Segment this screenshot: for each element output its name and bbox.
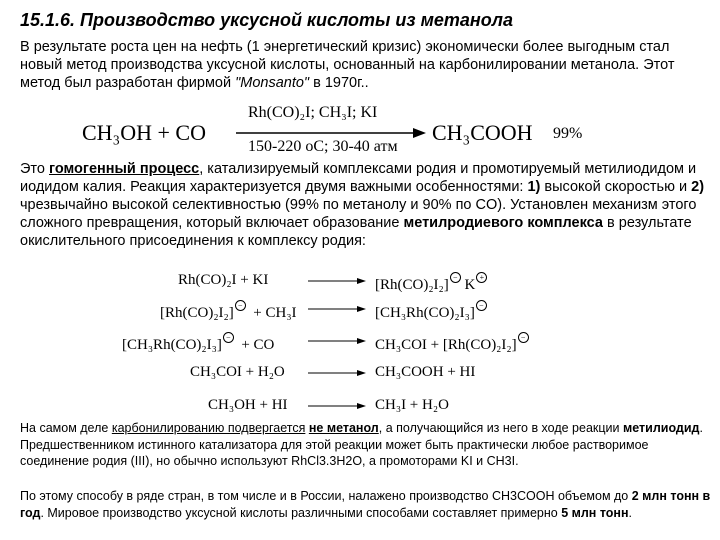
intro-paragraph — [20, 38, 710, 92]
note-bold-methyl-iodide: метилиодид — [622, 421, 700, 435]
minus-charge: − — [235, 300, 246, 311]
production-volume-world: 5 млн тонн — [561, 505, 629, 520]
reaction-4-arrow — [308, 369, 366, 377]
note-text: . Предшественником истинного катализатора для этой реакции может быть практически любое растворимое соединение родия (III), но обычно используют RhCl3.3H2O, а промоторами KI и CH3I. — [20, 421, 703, 468]
reaction-4-left: CH₃COI + H₂O — [190, 364, 285, 380]
production-volume-russia: 2 млн тонн в год — [20, 489, 711, 520]
production-text: . — [628, 505, 632, 520]
reaction-3-left-complex: [CH₃Rh(CO)₂I₃] — [122, 337, 222, 353]
minus-charge: − — [450, 272, 461, 283]
note-text: На самом деле — [20, 421, 112, 435]
process-text: , катализируемый комплексами родия и промотируемый метилиодидом и иодидом калия. Реакция характеризуется двумя важными особенностями: — [20, 161, 697, 195]
reaction-1-right — [375, 272, 487, 294]
minus-charge: − — [223, 332, 234, 343]
term-methylrhodium-complex: метилродиевого комплекса — [403, 215, 603, 231]
equation-reactants: CH₃OH + CO — [82, 120, 206, 145]
intro-text-end: в 1970г.. — [309, 75, 369, 91]
reaction-3-right — [375, 332, 529, 354]
minus-charge: − — [518, 332, 529, 343]
process-text: чрезвычайно высокой селективностью (99% по метанолу и 90% по CO). Установлен механизм этого сложного превращения, который включает образование — [20, 197, 697, 231]
plus-charge: + — [476, 272, 487, 283]
equation-catalyst-label: Rh(CO)₂I; CH₃I; KI — [248, 104, 378, 121]
production-text: . Мировое производство уксусной кислоты различными способами составляет примерно — [40, 505, 562, 520]
term-homogeneous-process: гомогенный процесс — [49, 161, 200, 177]
production-paragraph — [20, 488, 715, 521]
equation-conditions-label: 150-220 оС; 30-40 атм — [248, 138, 398, 155]
note-text: , а получающийся из него в ходе реакции — [378, 421, 623, 435]
page-title: 15.1.6. Производство уксусной кислоты из метанола — [20, 10, 513, 30]
reaction-2-right — [375, 300, 487, 322]
reaction-2-left-reagent: + CH₃I — [253, 305, 297, 321]
reaction-3-right-products: CH₃COI + [Rh(CO)₂I₂] — [375, 337, 517, 353]
process-text: Это — [20, 161, 49, 177]
reaction-3-left — [122, 332, 274, 354]
reaction-1-right-complex: [Rh(CO)₂I₂] — [375, 277, 449, 293]
production-text: По этому способу в ряде стран, в том числе и в России, налажено производство CH3COOH объемом до — [20, 489, 632, 503]
reaction-3-left-reagent: + CO — [241, 337, 275, 353]
reaction-1-right-cation: K — [464, 277, 476, 293]
reaction-5-arrow — [308, 402, 366, 410]
reaction-5-right: CH₃I + H₂O — [375, 397, 449, 413]
reaction-2-right-complex: [CH₃Rh(CO)₂I₃] — [375, 305, 475, 321]
minus-charge: − — [476, 300, 487, 311]
equation-yield: 99% — [553, 125, 583, 142]
reaction-5-left: CH₃OH + HI — [208, 397, 288, 413]
note-underlined: карбонилированию подвергается — [111, 421, 306, 435]
equation-product: CH₃COOH — [432, 120, 533, 145]
reaction-1-arrow — [308, 277, 366, 285]
reaction-3-arrow — [308, 337, 366, 345]
firm-name: "Monsanto" — [235, 75, 310, 91]
reaction-4-right: CH₃COOH + HI — [375, 364, 476, 380]
feature-number: 2) — [691, 179, 705, 195]
note-paragraph — [20, 420, 715, 470]
intro-text: В результате роста цен на нефть (1 энергетический кризис) экономически более выгодным стал новый метод производства уксусной кислоты, основанный на карбонилировании метанола. Этот метод был разработан фирмой — [20, 39, 675, 91]
reaction-2-left — [160, 300, 297, 322]
process-paragraph — [20, 160, 710, 250]
note-bold-not-methanol: не метанол — [308, 421, 379, 435]
reaction-2-arrow — [308, 305, 366, 313]
process-text: высокой скоростью и — [540, 179, 692, 195]
feature-number: 1) — [527, 179, 541, 195]
reaction-1-left: Rh(CO)₂I + KI — [178, 272, 269, 288]
process-text: в результате окислительного присоединения к комплексу родия: — [20, 215, 692, 249]
reaction-2-left-complex: [Rh(CO)₂I₂] — [160, 305, 234, 321]
